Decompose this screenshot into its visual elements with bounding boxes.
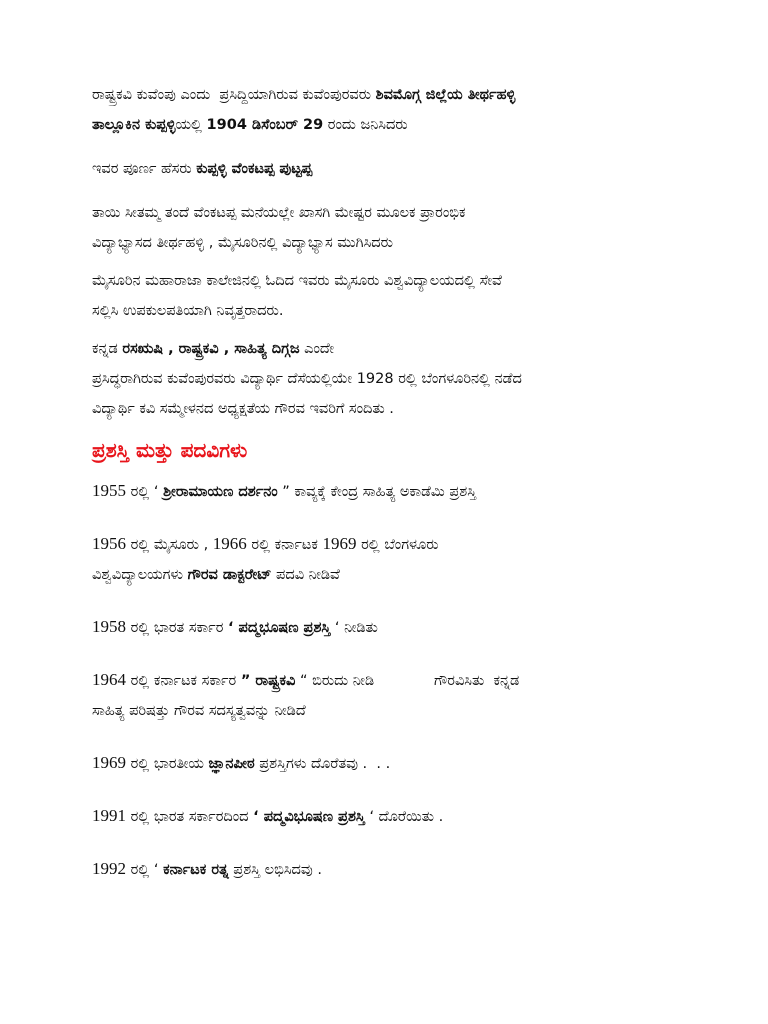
text: ” ಕಾವ್ಯಕ್ಕೆ ಕೇಂದ್ರ ಸಾಹಿತ್ಯ ಅಕಾಡೆಮಿ ಪ್ರಶಸ್ತಿ xyxy=(277,484,477,500)
bio-paragraph-titles-line2: ಪ್ರಸಿದ್ಧರಾಗಿರುವ ಕುವೆಂಪುರವರು ವಿದ್ಯಾರ್ಥಿ ದೆಸೆಯಲ್ಲಿಯೇ 1928 ರಲ್ಲಿ ಬೆಂಗಳೂರಿನಲ್ಲಿ ನಡೆದ xyxy=(92,371,522,387)
text: ರಲ್ಲಿ ‘ xyxy=(126,862,164,878)
award-year: 1955 xyxy=(92,481,126,500)
bio-paragraph-education-line2: ವಿದ್ಯಾಭ್ಯಾಸದ ತೀರ್ಥಹಳ್ಳಿ , ಮೈಸೂರಿನಲ್ಲಿ ವಿದ್ಯಾಭ್ಯಾಸ ಮುಗಿಸಿದರು xyxy=(92,235,393,251)
award-1955 xyxy=(92,476,692,507)
award-1992 xyxy=(92,854,692,885)
award-1991 xyxy=(92,801,692,832)
text: ‘ ದೊರೆಯಿತು . xyxy=(364,809,444,825)
bio-paragraph-birth xyxy=(92,80,692,110)
text-bold: ಶಿವಮೊಗ್ಗ ಜಿಲ್ಲೆಯ ತೀರ್ಥಹಳ್ಳಿ xyxy=(375,87,516,103)
bio-paragraph-career-line2: ಸಲ್ಲಿಸಿ ಉಪಕುಲಪತಿಯಾಗಿ ನಿವೃತ್ತರಾದರು. xyxy=(92,303,284,319)
text-bold: ‘ ಪದ್ಮವಿಭೂಷಣ ಪ್ರಶಸ್ತಿ xyxy=(253,809,365,825)
award-year: 1956 xyxy=(92,534,126,553)
bio-paragraph-titles xyxy=(92,334,692,364)
bio-paragraph-education: ತಾಯಿ ಸೀತಮ್ಮ ತಂದೆ ವೆಂಕಟಪ್ಪ ಮನೆಯಲ್ಲೇ ಖಾಸಗಿ ಮೇಷ್ಟರ ಮೂಲಕ ಪ್ರಾರಂಭಿಕ xyxy=(92,205,466,221)
text: ರಲ್ಲಿ ‘ xyxy=(126,484,164,500)
award-year: 1991 xyxy=(92,806,126,825)
text-bold: ಕುಪ್ಪಳ್ಳಿ ವೆಂಕಟಪ್ಪ ಪುಟ್ಟಪ್ಪ xyxy=(196,161,313,177)
award-year: 1969 xyxy=(92,753,126,772)
award-doctorate xyxy=(92,529,692,560)
bio-paragraph-career: ಮೈಸೂರಿನ ಮಹಾರಾಜಾ ಕಾಲೇಜಿನಲ್ಲಿ ಓದಿದ ಇವರು ಮೈಸೂರು ವಿಶ್ವವಿದ್ಯಾಲಯದಲ್ಲಿ ಸೇವೆ xyxy=(92,273,502,289)
award-doctorate-line2 xyxy=(92,560,692,590)
text: ಪ್ರಶಸ್ತಿಗಳು ದೊರೆತವು . . . xyxy=(254,756,391,772)
text: ರಂದು ಜನಿಸಿದರು xyxy=(323,117,408,133)
text: ರಲ್ಲಿ ಬೆಂಗಳೂರು xyxy=(356,537,439,553)
award-year: 1964 xyxy=(92,670,126,689)
text: ರಲ್ಲಿ ಕರ್ನಾಟಕ ಸರ್ಕಾರ xyxy=(126,673,241,689)
award-1969 xyxy=(92,748,692,779)
award-1964 xyxy=(92,665,692,696)
awards-heading: ಪ್ರಶಸ್ತಿ ಮತ್ತು ಪದವಿಗಳು xyxy=(92,438,248,462)
award-1958 xyxy=(92,612,692,643)
text-bold: ಗೌರವ ಡಾಕ್ಟರೇಟ್ xyxy=(187,567,272,583)
award-year: 1958 xyxy=(92,617,126,636)
text-bold: ” ರಾಷ್ಟ್ರಕವಿ xyxy=(240,673,296,689)
text: ರಾಷ್ಟ್ರಕವಿ ಕುವೆಂಪು ಎಂದು ಪ್ರಸಿದ್ದಿಯಾಗಿರುವ ಕುವೆಂಪುರವರು xyxy=(92,87,376,103)
text: ವಿಶ್ವವಿದ್ಯಾಲಯಗಳು xyxy=(92,567,188,583)
text: ಎಂದೇ xyxy=(299,341,335,357)
text-bold: ಶ್ರೀರಾಮಾಯಣ ದರ್ಶನಂ xyxy=(163,484,278,500)
award-year: 1966 xyxy=(212,534,247,553)
text: “ ಬಿರುದು ನೀಡಿ ಗೌರವಿಸಿತು ಕನ್ನಡ xyxy=(295,673,520,689)
text: ಯಲ್ಲಿ xyxy=(175,117,207,133)
bio-paragraph-fullname xyxy=(92,154,692,184)
award-year: 1969 xyxy=(322,534,357,553)
text-bold: ತಾಲ್ಲೂಕಿನ ಕುಪ್ಪಳ್ಳಿ xyxy=(92,117,176,133)
bio-paragraph-birth-line2 xyxy=(92,110,692,140)
document-page xyxy=(92,80,692,885)
text: ರಲ್ಲಿ ಭಾರತ ಸರ್ಕಾರದಿಂದ xyxy=(126,809,254,825)
text: ಪದವಿ ನೀಡಿವೆ xyxy=(271,567,340,583)
text: ರಲ್ಲಿ ಕರ್ನಾಟಕ xyxy=(246,537,323,553)
text-bold: ‘ ಪದ್ಮಭೂಷಣ ಪ್ರಶಸ್ತಿ xyxy=(227,620,331,636)
text-bold: ಕರ್ನಾಟಕ ರತ್ನ xyxy=(163,862,229,878)
text: ಇವರ ಪೂರ್ಣ ಹೆಸರು xyxy=(92,161,197,177)
text: ರಲ್ಲಿ ಭಾರತ ಸರ್ಕಾರ xyxy=(126,620,228,636)
bio-paragraph-titles-line3: ವಿದ್ಯಾರ್ಥಿ ಕವಿ ಸಮ್ಮೇಳನದ ಅಧ್ಯಕ್ಷತೆಯ ಗೌರವ ಇವರಿಗೆ ಸಂದಿತು . xyxy=(92,401,394,417)
text-bold: ಜ್ಞಾನಪೀಠ xyxy=(208,756,255,772)
award-year: 1992 xyxy=(92,859,126,878)
text: ‘ ನೀಡಿತು xyxy=(330,620,378,636)
award-1964-line2: ಸಾಹಿತ್ಯ ಪರಿಷತ್ತು ಗೌರವ ಸದಸ್ಯತ್ವವನ್ನು ನೀಡಿದೆ xyxy=(92,703,306,719)
text: ರಲ್ಲಿ ಭಾರತೀಯ xyxy=(126,756,209,772)
text-bold: ರಸಋಷಿ , ರಾಷ್ಟ್ರಕವಿ , ಸಾಹಿತ್ಯ ದಿಗ್ಗಜ xyxy=(122,341,300,357)
text: ಪ್ರಶಸ್ತಿ ಲಭಿಸಿದವು . xyxy=(228,862,322,878)
text: ಕನ್ನಡ xyxy=(92,341,123,357)
text-bold: 1904 ಡಿಸೆಂಬರ್ 29 xyxy=(206,117,324,133)
text: ರಲ್ಲಿ ಮೈಸೂರು , xyxy=(126,537,213,553)
